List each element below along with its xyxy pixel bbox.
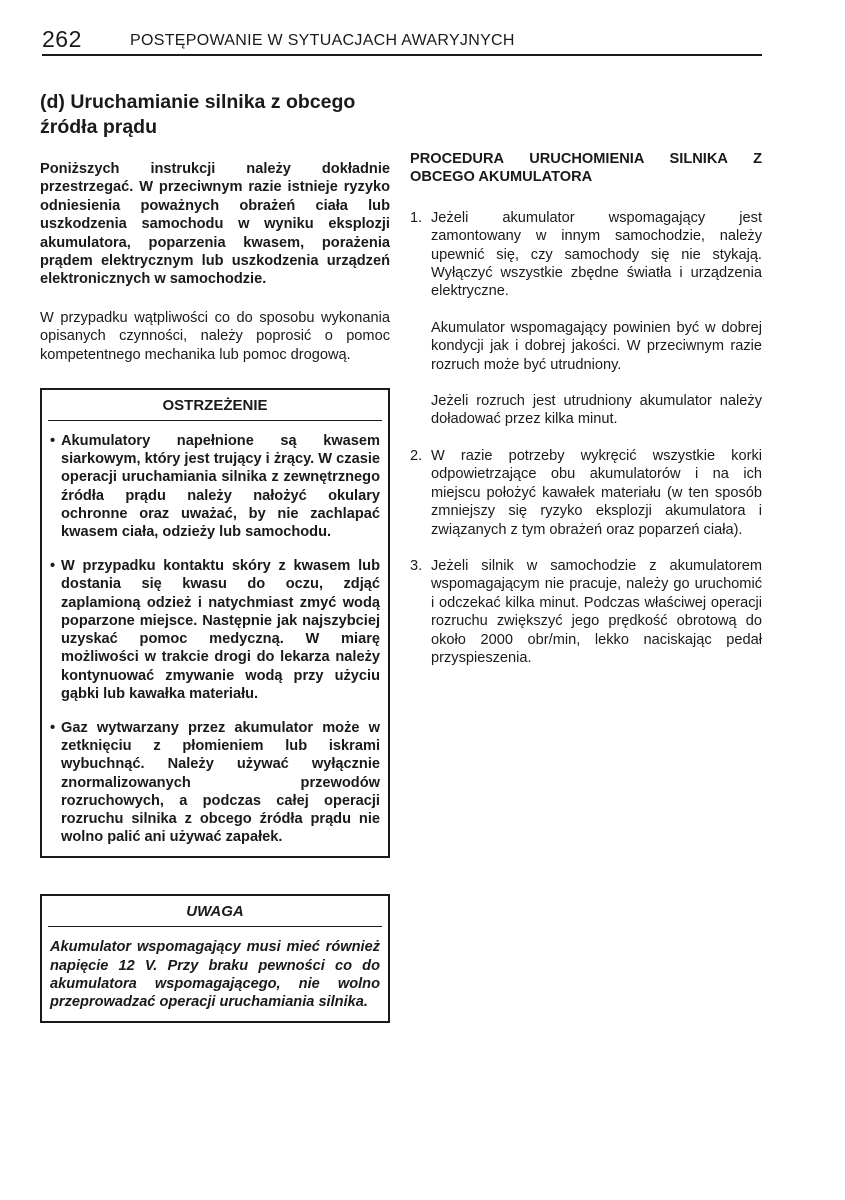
step-paragraph: Jeżeli silnik w samochodzie z akumulatorem wspomagającym nie pracuje, należy go uruchomić i odczekać kilka minut. Podczas właściwej operacji rozruchu zwiększyć jego prędkość obrotową do około 2000 obr/min, lekko naciskając pedał przyspieszenia. <box>431 557 762 666</box>
warning-title: OSTRZEŻENIE <box>48 390 382 421</box>
note-title: UWAGA <box>48 896 382 927</box>
section-title-line2: źródła prądu <box>40 116 158 138</box>
step-number: 2. <box>410 447 423 464</box>
intro-warning-text: Poniższych instrukcji należy dokładnie przestrzegać. W przeciwnym razie istnieje ryzyko odniesienia poważnych obrażeń ciała lub uszkodzenia samochodu w wyniku eksplozji akumulatora, poparzenia kwasem, porażenia prądem elektrycznym lub uszkodzenia urządzeń elektronicznych w samochodzie. <box>40 161 390 288</box>
bullet-icon: • <box>50 558 56 575</box>
warning-item <box>50 432 380 541</box>
page-number: 262 <box>42 26 82 52</box>
warning-item-text: Gaz wytwarzany przez akumulator może w zetknięciu z płomieniem lub iskrami wybuchnąć. Należy używać wyłącznie znormalizowanych przewodów rozruchowych, a podczas całej operacji rozruchu silnika z obcego źródła prądu nie wolno palić ani używać zapałek. <box>61 719 380 846</box>
step-paragraph: Jeżeli rozruch jest utrudniony akumulator należy doładować przez kilka minut. <box>431 393 762 428</box>
page-header <box>42 24 762 56</box>
note-box <box>40 894 390 1023</box>
section-title <box>40 90 390 140</box>
procedure-title: PROCEDURA URUCHOMIENIA SILNIKA Z OBCEGO AKUMULATORA <box>410 151 762 186</box>
section-title-line1: (d) Uruchamianie silnika z obcego <box>40 91 356 113</box>
right-column <box>410 150 762 685</box>
warning-list <box>42 421 388 856</box>
step-number: 3. <box>410 557 423 574</box>
step-paragraph: Jeżeli akumulator wspomagający jest zamontowany w innym samochodzie, należy upewnić się, czy samochody się nie stykają. Wyłączyć wszystkie zbędne światła i urządzenia elektryczne. <box>431 209 762 300</box>
warning-item <box>50 719 380 846</box>
warning-item-text: Akumulatory napełnione są kwasem siarkowym, który jest trujący i żrący. W czasie operacji uruchamiania silnika z zewnętrznego źródła prądu należy nałożyć okulary ochronne oraz uważać, by nie zachlapać kwasem ciała, odzieży lub samochodu. <box>61 433 380 541</box>
procedure-step <box>410 557 762 667</box>
procedure-step <box>410 447 762 539</box>
step-paragraph: W razie potrzeby wykręcić wszystkie korki odpowietrzające obu akumulatorów i na ich miejscu położyć kawałek materiału (w ten sposób zmniejszy się ryzyko eksplozji akumulatora i związanych z tym obrażeń oraz poparzeń ciała). <box>431 447 762 538</box>
warning-item <box>50 557 380 703</box>
intro-help-text: W przypadku wątpliwości co do sposobu wykonania opisanych czynności, należy poprosić o pomoc kompetentnego mechanika lub pomoc drogową. <box>40 309 390 363</box>
bullet-icon: • <box>50 433 56 450</box>
warning-item-text: W przypadku kontaktu skóry z kwasem lub dostania się kwasu do oczu, zdjąć zaplamioną odzież i natychmiast zmyć wodą poparzone miejsce. Następnie jak najszybciej uzyskać pomoc medyczną. W miarę możliwości w trakcie drogi do lekarza należy kontynuować zmywanie wodą przy użyciu gąbki lub kawałka materiału. <box>61 558 380 702</box>
step-paragraph: Akumulator wspomagający powinien być w dobrej kondycji jak i dobrej jakości. W przeciwnym razie rozruch może być utrudniony. <box>431 319 762 373</box>
procedure-step <box>410 209 762 429</box>
warning-box <box>40 388 390 858</box>
bullet-icon: • <box>50 719 56 736</box>
left-column <box>40 90 390 1023</box>
chapter-title: POSTĘPOWANIE W SYTUACJACH AWARYJNYCH <box>130 32 515 49</box>
step-number: 1. <box>410 209 423 226</box>
procedure-steps <box>410 209 762 668</box>
note-text: Akumulator wspomagający musi mieć również napięcie 12 V. Przy braku pewności co do akumulatora wspomagającego, nie wolno przeprowadzać operacji uruchamiania silnika. <box>50 939 380 1010</box>
